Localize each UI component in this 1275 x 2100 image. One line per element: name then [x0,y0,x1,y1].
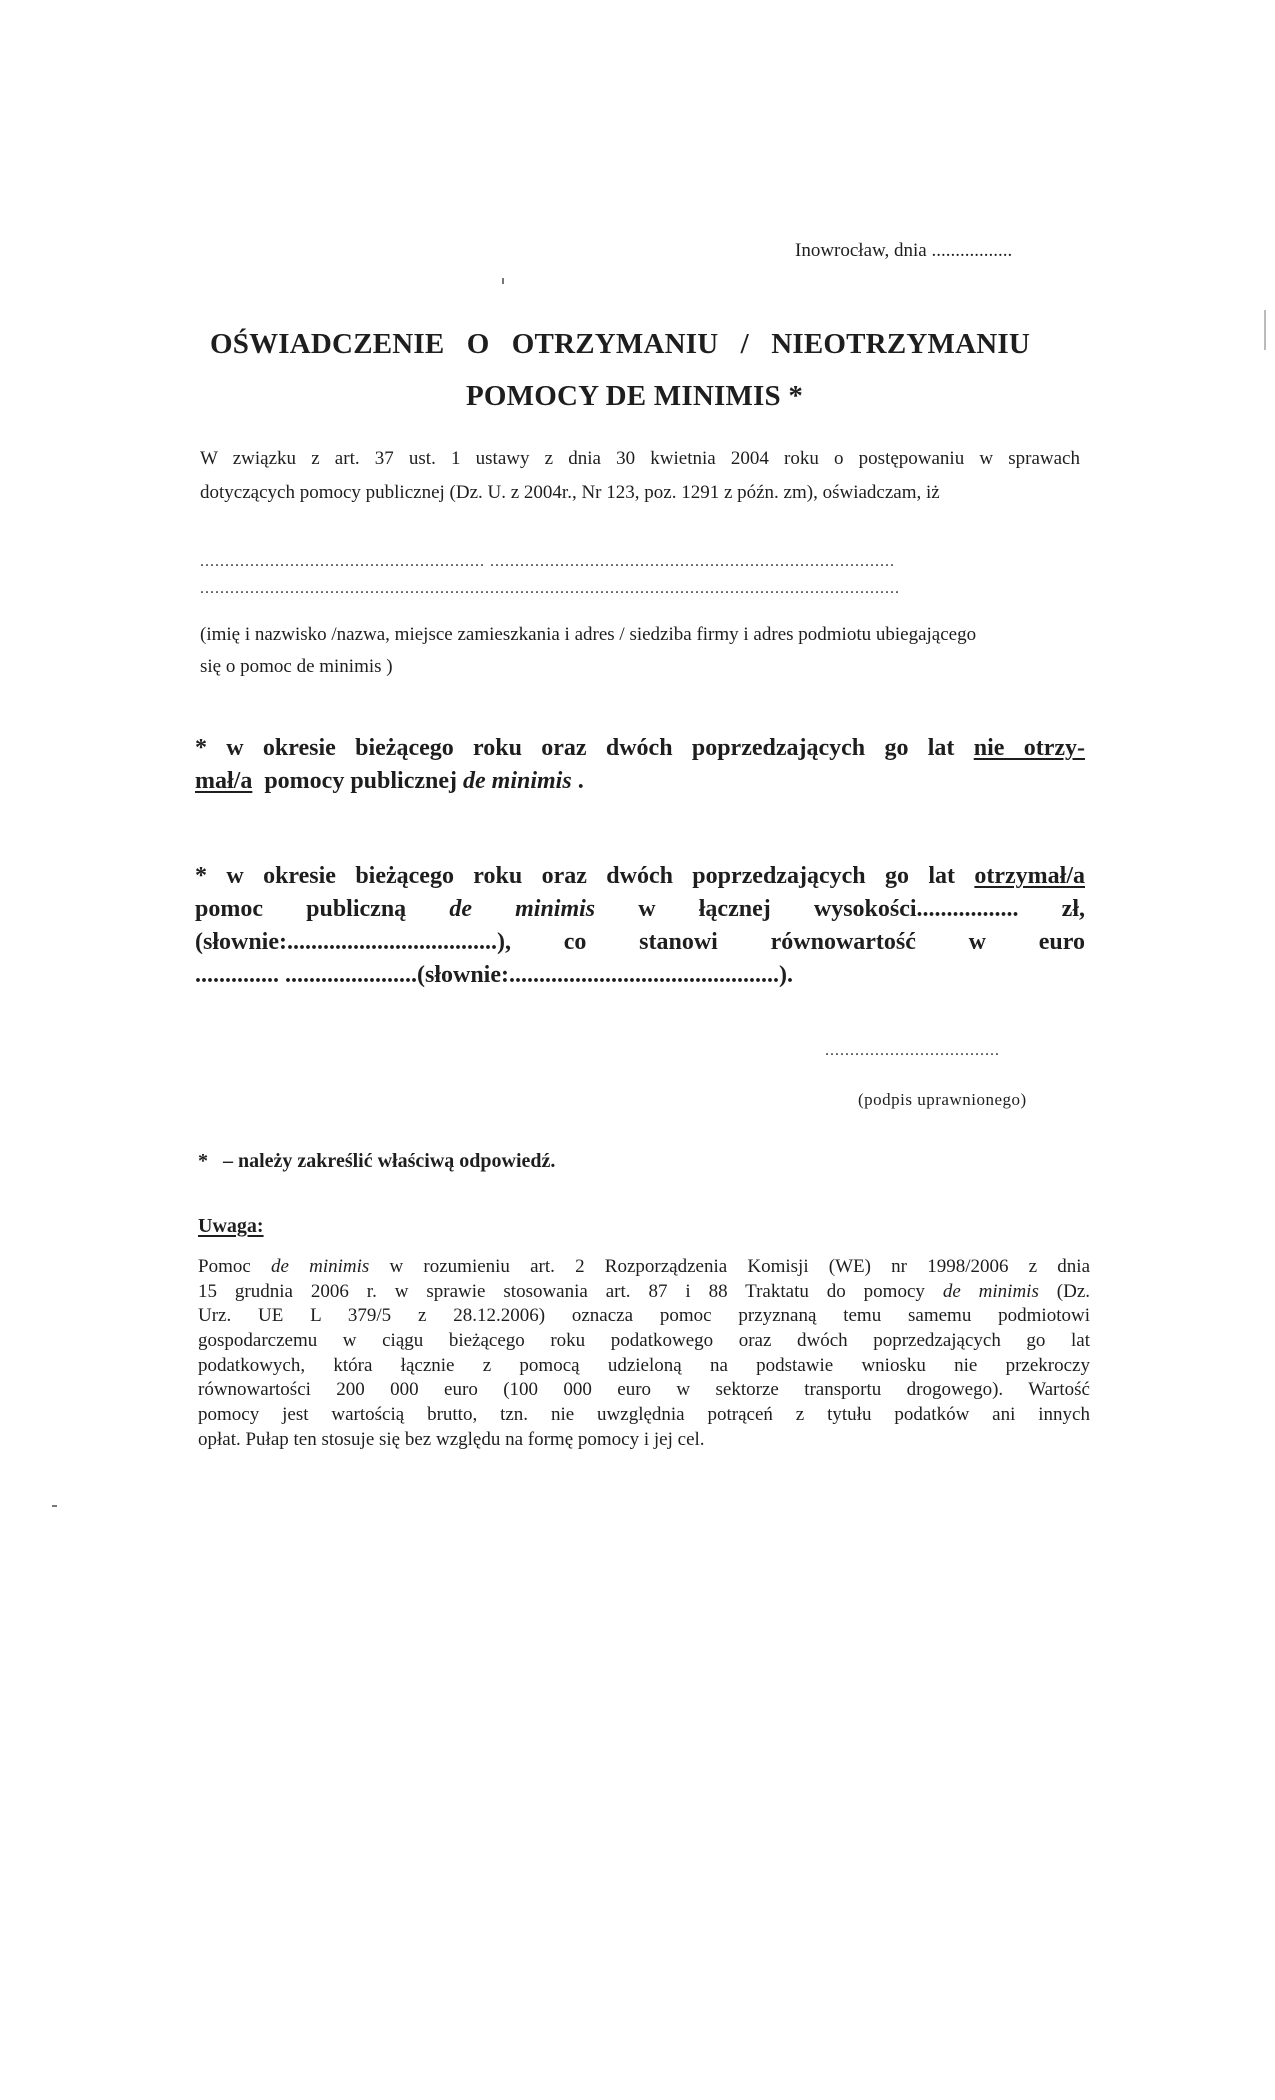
option-not-received-line-1: * w okresie bieżącego roku oraz dwóch poprzedzających go lat nie otrzy- [195,735,1085,761]
note-line: podatkowych, która łącznie z pomocą udzieloną na podstawie wniosku nie przekroczy [198,1354,1090,1376]
signature-caption: (podpis uprawnionego) [858,1090,1027,1109]
note-paragraph [198,1254,1090,1452]
name-address-field-line-1[interactable]: ......................................................... ................................................................................. [200,553,895,570]
option-received-line-4[interactable]: .............. ......................(słownie:.............................................). [195,962,793,988]
scan-speck [52,1505,57,1507]
footnote: * – należy zakreślić właściwą odpowiedź. [198,1150,556,1172]
scan-edge-mark [1264,310,1266,350]
option-not-received-line-2: mał/a pomocy publicznej de minimis . [195,768,584,794]
note-line: 15 grudnia 2006 r. w sprawie stosowania art. 87 i 88 Traktatu do pomocy de minimis (Dz. [198,1280,1091,1302]
place-date: Inowrocław, dnia ................. [795,240,1013,261]
note-heading: Uwaga: [198,1215,264,1237]
intro-line-2: dotyczących pomocy publicznej (Dz. U. z 2004r., Nr 123, poz. 1291 z późn. zm), oświadczam, iż [200,482,940,503]
title-line-1: OŚWIADCZENIE O OTRZYMANIU / NIEOTRZYMANIU [210,328,1030,360]
option-received-line-3: (słownie:...................................), co stanowi równowartość w euro [195,929,1085,955]
not-received-choice[interactable]: nie otrzy- [973,735,1085,761]
note-line: Pomoc de minimis w rozumieniu art. 2 Rozporządzenia Komisji (WE) nr 1998/2006 z dnia [198,1256,1091,1277]
note-line: gospodarczemu w ciągu bieżącego roku podatkowego oraz dwóch poprzedzających go lat [198,1330,1090,1352]
field-caption-line-1: (imię i nazwisko /nazwa, miejsce zamieszkania i adres / siedziba firmy i adres podmiotu ubiegającego [200,624,977,645]
received-choice[interactable]: otrzymał/a [974,863,1085,889]
scan-speck [502,278,504,284]
option-received-line-2: pomoc publiczną de minimis w łącznej wysokości................. zł, [195,896,1085,922]
note-line: pomocy jest wartością brutto, tzn. nie uwzględnia potrąceń z tytułu podatków ani innych [198,1404,1090,1426]
not-received-choice-cont[interactable]: mał/a [195,768,253,794]
field-caption-line-2: się o pomoc de minimis ) [200,656,393,677]
note-line: równowartości 200 000 euro (100 000 euro w sektorze transportu drogowego). Wartość [198,1379,1090,1401]
title-line-2: POMOCY DE MINIMIS * [466,380,804,412]
intro-line-1: W związku z art. 37 ust. 1 ustawy z dnia 30 kwietnia 2004 roku o postępowaniu w sprawach [200,448,1080,469]
signature-field[interactable]: ................................... [825,1042,1000,1059]
note-line: Urz. UE L 379/5 z 28.12.2006) oznacza pomoc przyznaną temu samemu podmiotowi [198,1305,1090,1327]
note-line: opłat. Pułap ten stosuje się bez względu na formę pomocy i jej cel. [198,1428,705,1450]
option-received-line-1: * w okresie bieżącego roku oraz dwóch poprzedzających go lat otrzymał/a [195,863,1085,889]
name-address-field-line-2[interactable]: ............................................................................................................................................ [200,580,900,597]
